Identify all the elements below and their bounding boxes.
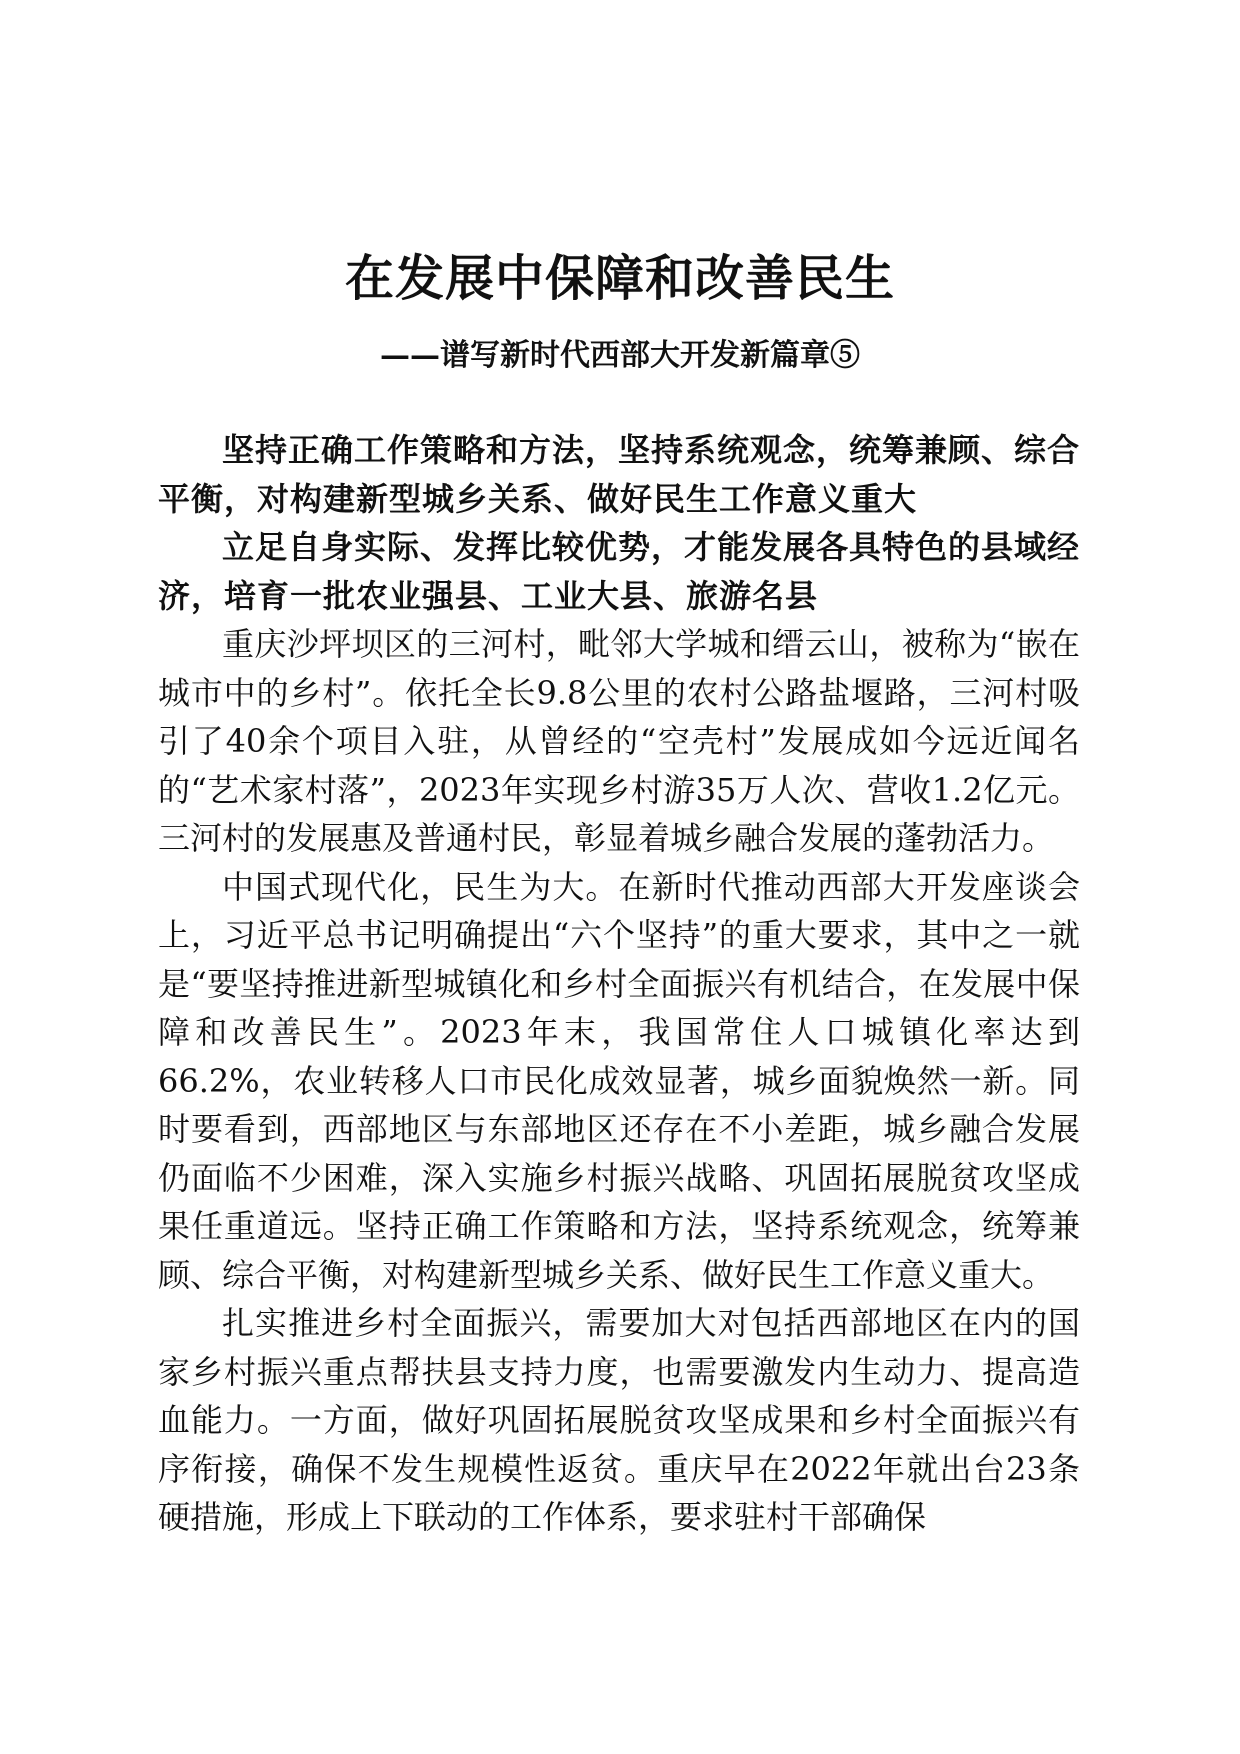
article-subtitle: ——谱写新时代西部大开发新篇章⑤ <box>380 338 860 373</box>
article-title: 在发展中保障和改善民生 <box>344 249 895 307</box>
lead-paragraph: 立足自身实际、发挥比较优势，才能发展各具特色的县域经济，培育一批农业强县、工业大县、旅游名县 <box>158 528 1081 615</box>
body-paragraph: 中国式现代化，民生为大。在新时代推动西部大开发座谈会上，习近平总书记明确提出“六个坚持”的重大要求，其中之一就是“要坚持推进新型城镇化和乡村全面振兴有机结合，在发展中保障和改善民生”。2023年末，我国常住人口城镇化率达到66.2%，农业转移人口市民化成效显著，城乡面貌焕然一新。同时要看到，西部地区与东部地区还存在不小差距，城乡融合发展仍面临不少困难，深入实施乡村振兴战略、巩固拓展脱贫攻坚成果任重道远。坚持正确工作策略和方法，坚持系统观念，统筹兼顾、综合平衡，对构建新型城乡关系、做好民生工作意义重大。 <box>158 867 1080 1294</box>
body-paragraph: 重庆沙坪坝区的三河村，毗邻大学城和缙云山，被称为“嵌在城市中的乡村”。依托全长9.8公里的农村公路盐堰路，三河村吸引了40余个项目入驻，从曾经的“空壳村”发展成如今远近闻名的“艺术家村落”，2023年实现乡村游35万人次、营收1.2亿元。三河村的发展惠及普通村民，彰显着城乡融合发展的蓬勃活力。 <box>158 625 1080 857</box>
article-body <box>158 426 1080 1542</box>
lead-paragraph: 坚持正确工作策略和方法，坚持系统观念，统筹兼顾、综合平衡，对构建新型城乡关系、做好民生工作意义重大 <box>158 431 1081 518</box>
body-paragraph: 扎实推进乡村全面振兴，需要加大对包括西部地区在内的国家乡村振兴重点帮扶县支持力度，也需要激发内生动力、提高造血能力。一方面，做好巩固拓展脱贫攻坚成果和乡村全面振兴有序衔接，确保不发生规模性返贫。重庆早在2022年就出台23条硬措施，形成上下联动的工作体系，要求驻村干部确保 <box>158 1304 1080 1536</box>
